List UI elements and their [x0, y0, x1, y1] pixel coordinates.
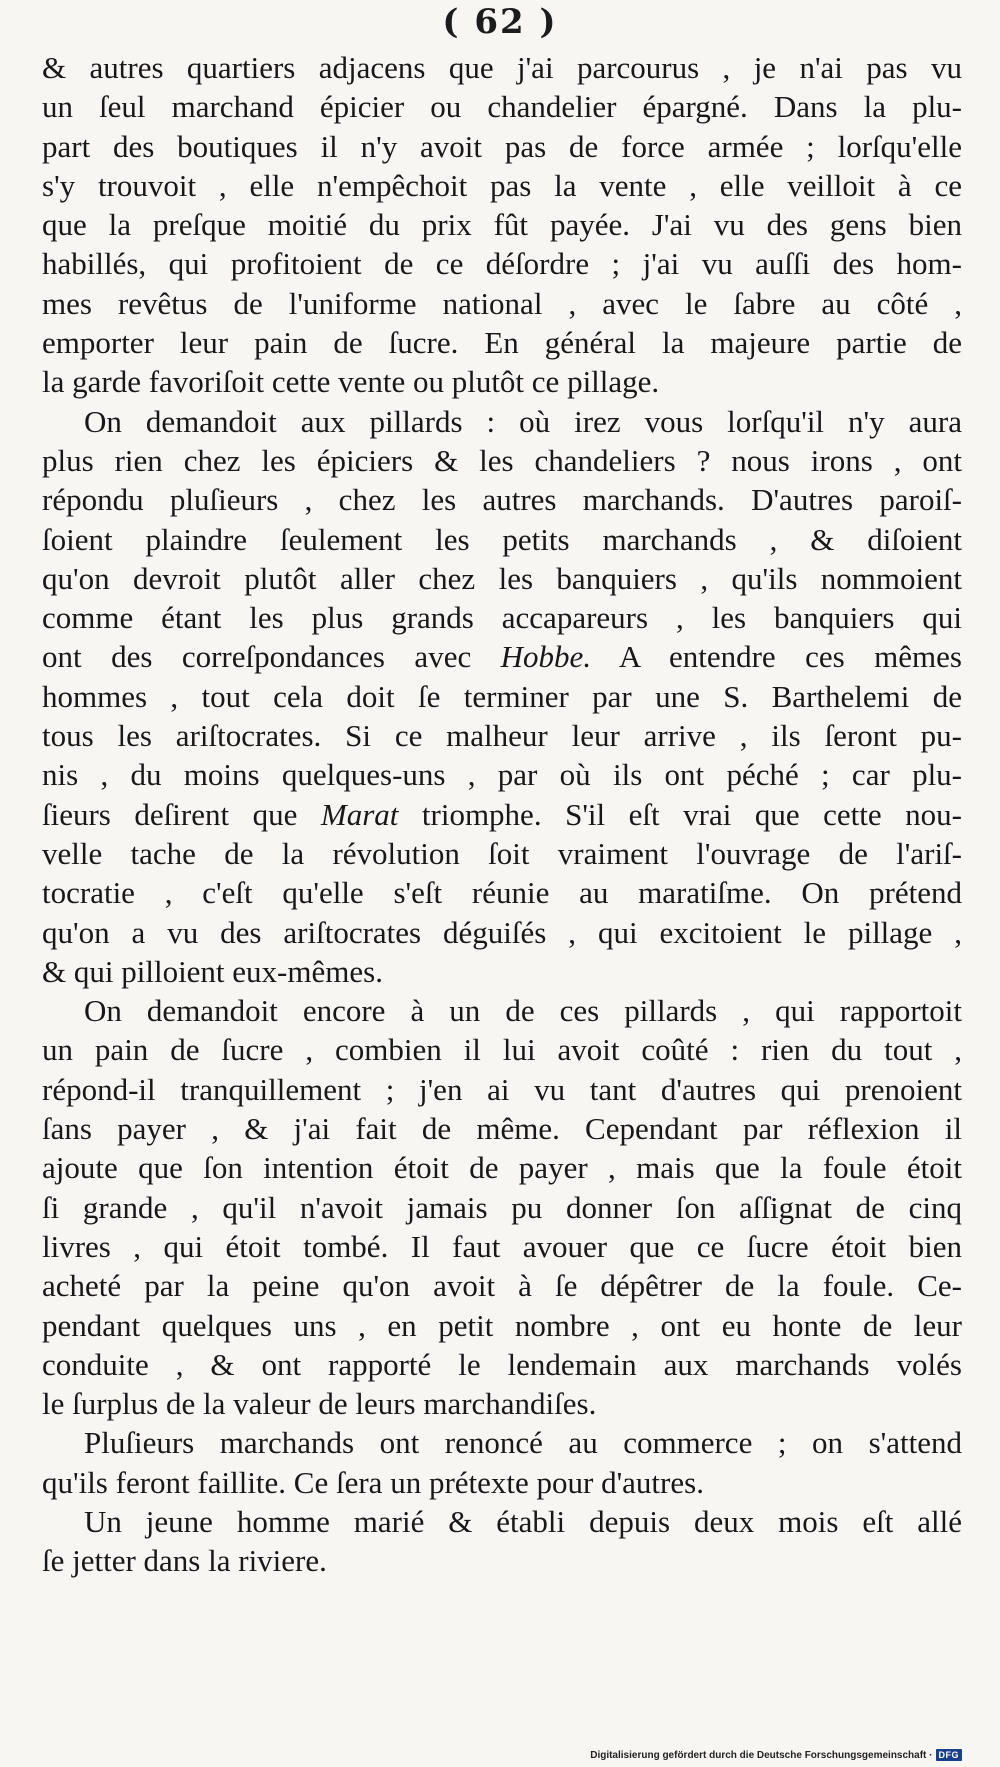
credit-text: Digitalisierung gefördert durch die Deutsche Forschungsgemeinschaft · — [590, 1749, 933, 1761]
text-line: pendant quelques uns , en petit nombre , ont eu honte de leur — [42, 1307, 962, 1343]
italic-name: Marat — [320, 796, 399, 832]
text-line: répond-il tranquillement ; j'en ai vu tant d'autres qui prenoient — [42, 1071, 962, 1107]
text-line: & qui pilloient eux-mêmes. — [42, 953, 383, 989]
text-line: acheté par la peine qu'on avoit à ſe dépêtrer de la foule. Ce- — [42, 1268, 962, 1304]
text-line: hommes , tout cela doit ſe terminer par une S. Barthelemi de — [42, 678, 962, 714]
text-line: plus rien chez les épiciers & les chandeliers ? nous irons , ont — [42, 442, 962, 478]
text-line: répondu pluſieurs , chez les autres marchands. D'autres paroiſ- — [42, 482, 962, 518]
text-line: livres , qui étoit tombé. Il faut avouer que ce ſucre étoit bien — [42, 1228, 962, 1264]
text-line: ſieurs deſirent que Marat triomphe. S'il eſt vrai que cette nou- — [42, 796, 962, 832]
text-line: conduite , & ont rapporté le lendemain aux marchands volés — [42, 1346, 962, 1382]
text-line: emporter leur pain de ſucre. En général la majeure partie de — [42, 325, 962, 361]
dfg-logo: DFG — [936, 1749, 963, 1761]
text-line: un pain de ſucre , combien il lui avoit coûté : rien du tout , — [42, 1032, 962, 1068]
body-text — [42, 48, 962, 1581]
text-line: On demandoit encore à un de ces pillards , qui rapportoit — [84, 993, 962, 1029]
text-line: On demandoit aux pillards : où irez vous lorſqu'il n'y aura — [84, 403, 962, 439]
italic-name: Hobbe. — [500, 639, 592, 675]
text-line: ont des correſpondances avec Hobbe. A entendre ces mêmes — [42, 639, 962, 675]
text-line: & autres quartiers adjacens que j'ai parcourus , je n'ai pas vu — [42, 50, 962, 85]
text-line: nis , du moins quelques-uns , par où ils ont péché ; car plu- — [42, 757, 962, 793]
text-line: que la preſque moitié du prix fût payée. J'ai vu des gens bien — [42, 207, 962, 243]
page-number: ( 62 ) — [442, 2, 558, 42]
text-line: velle tache de la révolution ſoit vraiment l'ouvrage de l'ariſ- — [42, 835, 962, 871]
text-line: qu'ils feront faillite. Ce ſera un prétexte pour d'autres. — [42, 1464, 704, 1500]
text-line: ſans payer , & j'ai fait de même. Cependant par réflexion il — [42, 1111, 962, 1147]
text-line: ſoient plaindre ſeulement les petits marchands , & diſoient — [42, 521, 962, 557]
text-line: qu'on devroit plutôt aller chez les banquiers , qu'ils nommoient — [42, 560, 962, 596]
text-line: ajoute que ſon intention étoit de payer , mais que la foule étoit — [42, 1150, 962, 1186]
text-line: qu'on a vu des ariſtocrates déguiſés , qui excitoient le pillage , — [42, 914, 962, 950]
text-line: ſi grande , qu'il n'avoit jamais pu donner ſon aſſignat de cinq — [42, 1189, 962, 1225]
text-line: part des boutiques il n'y avoit pas de force armée ; lorſqu'elle — [42, 128, 962, 164]
text-line: comme étant les plus grands accapareurs , les banquiers qui — [42, 600, 962, 636]
text-line: la garde favoriſoit cette vente ou plutôt ce pillage. — [42, 364, 660, 400]
digitization-credit — [590, 1749, 962, 1761]
text-line: tocratie , c'eſt qu'elle s'eſt réunie au maratiſme. On prétend — [42, 875, 962, 911]
text-line: un ſeul marchand épicier ou chandelier épargné. Dans la plu- — [42, 89, 962, 125]
text-line: mes revêtus de l'uniforme national , avec le ſabre au côté , — [42, 285, 962, 321]
text-line: s'y trouvoit , elle n'empêchoit pas la vente , elle veilloit à ce — [42, 167, 962, 203]
text-line: ſe jetter dans la riviere. — [42, 1543, 327, 1579]
text-line: tous les ariſtocrates. Si ce malheur leur arrive , ils ſeront pu- — [42, 718, 962, 754]
text-line: Pluſieurs marchands ont renoncé au commerce ; on s'attend — [84, 1425, 962, 1461]
text-line: Un jeune homme marié & établi depuis deux mois eſt allé — [84, 1503, 962, 1539]
text-line: habillés, qui profitoient de ce déſordre ; j'ai vu auſſi des hom- — [42, 246, 962, 282]
text-line: le ſurplus de la valeur de leurs marchandiſes. — [42, 1386, 597, 1422]
